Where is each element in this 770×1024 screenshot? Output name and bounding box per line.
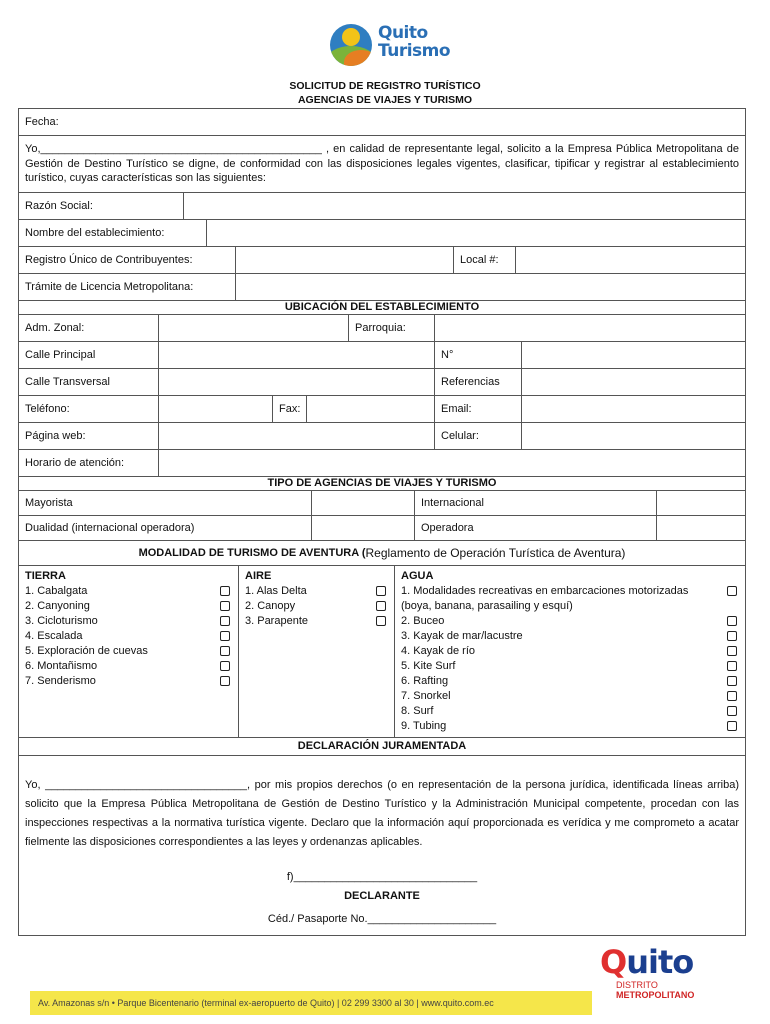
operadora-label: Operadora [415,516,657,540]
agua-option-7[interactable] [401,704,739,719]
logo-text: Quito Turismo [378,23,451,61]
tierra-option-label: 3. Cicloturismo [25,614,98,627]
aire-option-2[interactable] [245,599,388,614]
tierra-option-5[interactable] [25,644,232,659]
tramite-input[interactable] [236,274,745,300]
fax-input[interactable] [307,396,435,422]
checkbox[interactable] [220,661,230,671]
dualidad-input[interactable] [312,516,415,540]
firma-line[interactable]: f)______________________________ [286,870,478,883]
pagina-web-input[interactable] [159,423,435,449]
agua-option-5[interactable] [401,674,739,689]
document-title: SOLICITUD DE REGISTRO TURÍSTICO [289,80,481,92]
tierra-option-1[interactable] [25,584,232,599]
agua-option-6[interactable] [401,689,739,704]
tierra-option-label: 2. Canyoning [25,599,90,612]
checkbox[interactable] [220,616,230,626]
logo-sub-distrito: DISTRITO [616,980,658,990]
razon-social-label: Razón Social: [19,193,184,219]
agua-option-label: 5. Kite Surf [401,659,456,672]
tierra-heading: TIERRA [25,569,66,582]
footer-address: Av. Amazonas s/n • Parque Bicentenario (terminal ex-aeropuerto de Quito) | 02 299 3300 al 30 | www.quito.com.ec [38,998,494,1008]
checkbox[interactable] [727,616,737,626]
agua-option-label: 2. Buceo [401,614,445,627]
tierra-option-label: 1. Cabalgata [25,584,88,597]
operadora-input[interactable] [657,516,745,540]
horario-input[interactable] [159,450,745,476]
checkbox[interactable] [220,586,230,596]
intro-paragraph: Yo,______________________________________________ , en calidad de representante legal, solicito a la Empresa Pública Metropolitana de Gestión de Destino Turístico se digne, de conformidad con las disposiciones legales vigentes, clasificar, tipificar y registrar al establecimiento turístico, cuyas características son las siguientes: [25,143,739,184]
fecha-field[interactable] [19,109,745,135]
tierra-option-label: 4. Escalada [25,629,83,642]
aventura-options [19,566,745,737]
aire-option-1[interactable] [245,584,388,599]
numero-input[interactable] [522,342,745,368]
parroquia-label: Parroquia: [349,315,435,341]
checkbox[interactable] [376,616,386,626]
checkbox[interactable] [727,721,737,731]
agua-option-1[interactable] [401,614,739,629]
agua-option-1[interactable] [401,584,739,599]
referencias-input[interactable] [522,369,745,395]
calle-transversal-input[interactable] [159,369,435,395]
checkbox[interactable] [727,646,737,656]
tierra-option-label: 5. Exploración de cuevas [25,644,148,657]
checkbox[interactable] [727,631,737,641]
numero-label: N° [435,342,522,368]
checkbox[interactable] [727,661,737,671]
checkbox[interactable] [727,706,737,716]
tierra-option-label: 7. Senderismo [25,674,96,687]
agua-option-2[interactable] [401,629,739,644]
tierra-option-2[interactable] [25,599,232,614]
aire-option-3[interactable] [245,614,388,629]
adm-zonal-input[interactable] [159,315,349,341]
tipo-agencias-heading: TIPO DE AGENCIAS DE VIAJES Y TURISMO [267,477,497,489]
horario-label: Horario de atención: [19,450,159,476]
email-label: Email: [435,396,522,422]
mayorista-label: Mayorista [19,491,312,515]
internacional-input[interactable] [657,491,745,515]
signature-block [19,860,745,935]
calle-principal-label: Calle Principal [19,342,159,368]
tramite-label: Trámite de Licencia Metropolitana: [19,274,236,300]
aire-option-label: 2. Canopy [245,599,296,612]
checkbox[interactable] [220,601,230,611]
nombre-establecimiento-label: Nombre del establecimiento: [19,220,207,246]
checkbox[interactable] [220,676,230,686]
email-input[interactable] [522,396,745,422]
checkbox[interactable] [376,586,386,596]
fecha-label: Fecha: [25,116,59,128]
fax-label: Fax: [273,396,307,422]
tierra-option-4[interactable] [25,629,232,644]
agua-option-4[interactable] [401,659,739,674]
ubicacion-heading: UBICACIÓN DEL ESTABLECIMIENTO [284,301,480,313]
checkbox[interactable] [727,586,737,596]
telefono-input[interactable] [159,396,273,422]
referencias-label: Referencias [435,369,522,395]
footer-address-bar [30,991,592,1015]
agua-heading: AGUA [401,569,434,582]
agua-option-1-detail: (boya, banana, parasailing y esquí) [401,599,573,612]
tierra-column [19,566,239,737]
ruc-input[interactable] [236,247,454,273]
local-input[interactable] [516,247,745,273]
parroquia-input[interactable] [435,315,745,341]
nombre-establecimiento-input[interactable] [207,220,745,246]
agua-option-label: 4. Kayak de río [401,644,475,657]
declaracion-text: Yo, _________________________________, por mis propios derechos (o en representación de la persona jurídica, identificada líneas arriba) solicito que la Empresa Pública Metropolitana de Gestión de Destino Turístico y la Administración Municipal competente, procedan con las inspecciones respectivas a la normativa turística vigente. Declaro que la información aquí proporcionada es verídica y me comprometo a acatar fielmente las disposiciones correspondientes a las leyes y ordenanzas aplicables. [25,778,739,848]
agua-option-label: 6. Rafting [401,674,449,687]
agua-option-label: 8. Surf [401,704,434,717]
aire-heading: AIRE [245,569,272,582]
modalidad-heading-normal: Reglamento de Operación Turística de Aventura) [365,545,626,560]
agua-option-3[interactable] [401,644,739,659]
quito-distrito-logo [600,944,720,1014]
celular-label: Celular: [435,423,522,449]
pagina-web-label: Página web: [19,423,159,449]
calle-principal-input[interactable] [159,342,435,368]
internacional-label: Internacional [415,491,657,515]
celular-input[interactable] [522,423,745,449]
declarante-label: DECLARANTE [344,889,420,902]
logo-sub-metropolitano: METROPOLITANO [616,990,695,1000]
adm-zonal-label: Adm. Zonal: [19,315,159,341]
agua-option-label: 3. Kayak de mar/lacustre [401,629,523,642]
registration-form [18,108,746,936]
dualidad-label: Dualidad (internacional operadora) [19,516,312,540]
cedula-field[interactable]: Céd./ Pasaporte No._____________________ [267,912,497,925]
tierra-option-3[interactable] [25,614,232,629]
checkbox[interactable] [727,691,737,701]
checkbox[interactable] [376,601,386,611]
checkbox[interactable] [220,631,230,641]
quito-logo-text: Quito [600,943,694,981]
checkbox[interactable] [220,646,230,656]
quito-turismo-logo [330,22,460,66]
local-label: Local #: [454,247,516,273]
agua-option-label: 7. Snorkel [401,689,451,702]
aire-option-label: 3. Parapente [245,614,308,627]
ruc-label: Registro Único de Contribuyentes: [19,247,236,273]
agua-option-8[interactable] [401,719,739,734]
document-subtitle: AGENCIAS DE VIAJES Y TURISMO [297,94,473,106]
calle-transversal-label: Calle Transversal [19,369,159,395]
tierra-option-6[interactable] [25,659,232,674]
modalidad-heading [19,541,745,565]
modalidad-heading-bold: MODALIDAD DE TURISMO DE AVENTURA ( [138,546,366,559]
logo-emblem-icon [330,24,372,66]
checkbox[interactable] [727,676,737,686]
declaracion-heading: DECLARACIÓN JURAMENTADA [297,740,467,752]
aire-option-label: 1. Alas Delta [245,584,307,597]
agua-column [395,566,745,737]
telefono-label: Teléfono: [19,396,159,422]
mayorista-input[interactable] [312,491,415,515]
razon-social-input[interactable] [184,193,745,219]
tierra-option-7[interactable] [25,674,232,689]
aire-column [239,566,395,737]
tierra-option-label: 6. Montañismo [25,659,98,672]
agua-option-label: 1. Modalidades recreativas en embarcaciones motorizadas [401,584,689,597]
agua-option-label: 9. Tubing [401,719,447,732]
